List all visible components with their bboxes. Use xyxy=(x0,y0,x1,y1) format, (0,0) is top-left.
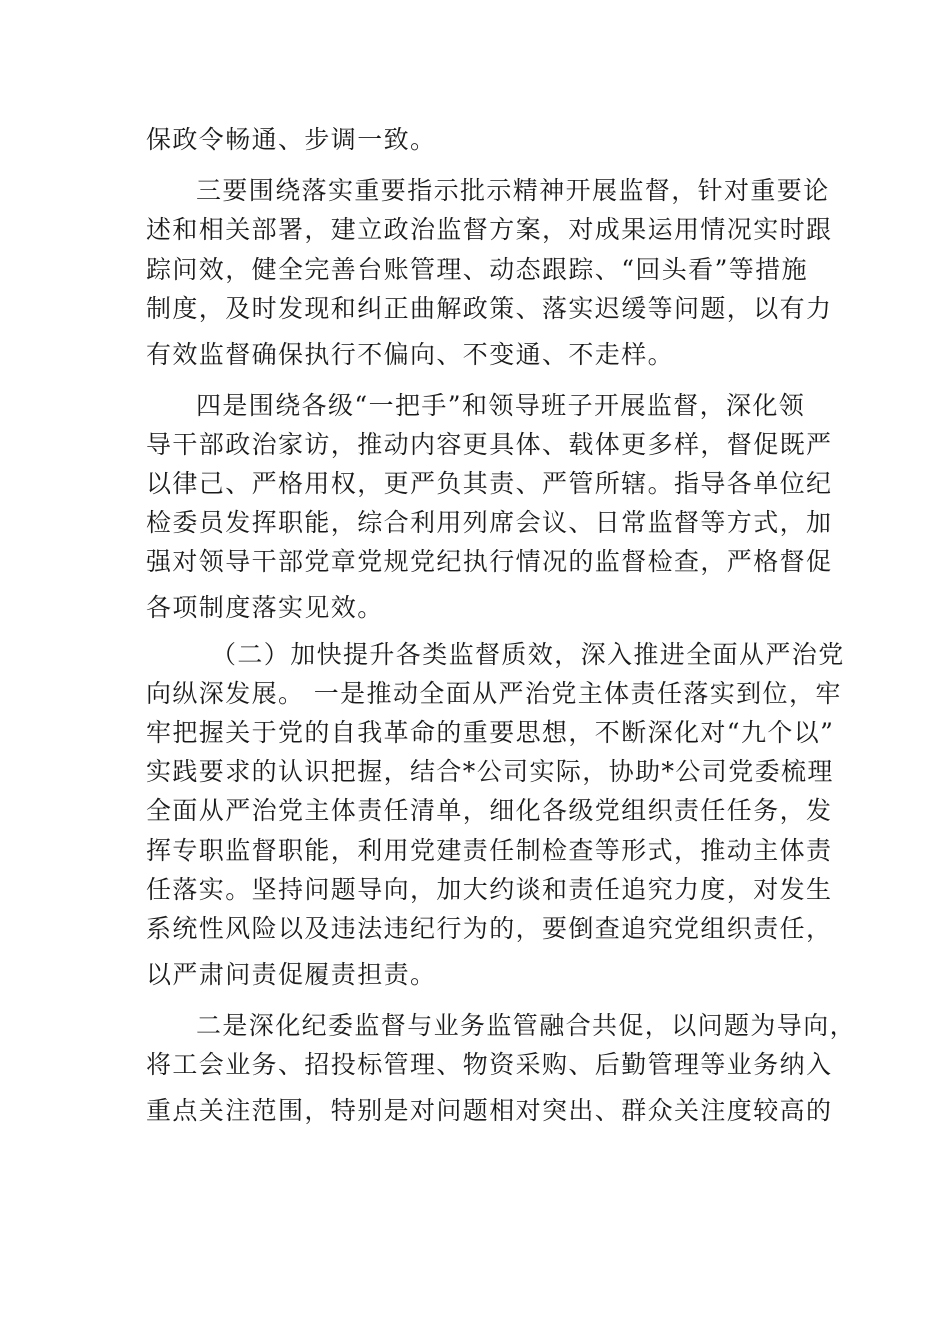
text-line: 向纵深发展。 一是推动全面从严治党主体责任落实到位，牢 xyxy=(146,679,842,708)
text-line: 检委员发挥职能，综合利用列席会议、日常监督等方式，加 xyxy=(146,508,833,537)
text-line: 二是深化纪委监督与业务监管融合共促，以问题为导向， xyxy=(196,1011,857,1040)
text-line: 以律己、严格用权，更严负其责、严管所辖。指导各单位纪 xyxy=(146,469,833,498)
text-line: 踪问效，健全完善台账管理、动态跟踪、“回头看”等措施 xyxy=(146,255,808,284)
text-line: 将工会业务、招投标管理、物资采购、后勤管理等业务纳入 xyxy=(146,1050,833,1079)
text-line: 牢把握关于党的自我革命的重要思想，不断深化对“九个以” xyxy=(146,718,835,747)
text-line: 四是围绕各级“一把手”和领导班子开展监督，深化领 xyxy=(196,391,806,420)
text-line: 重点关注范围，特别是对问题相对突出、群众关注度较高的 xyxy=(146,1096,833,1125)
text-line: 述和相关部署，建立政治监督方案，对成果运用情况实时跟 xyxy=(146,215,833,244)
text-line: 全面从严治党主体责任清单，细化各级党组织责任任务，发 xyxy=(146,796,833,825)
text-line: 有效监督确保执行不偏向、不变通、不走样。 xyxy=(146,340,675,369)
text-line: 挥专职监督职能，利用党建责任制检查等形式，推动主体责 xyxy=(146,836,833,865)
text-line: 保政令畅通、步调一致。 xyxy=(146,125,437,154)
text-line: 任落实。坚持问题导向，加大约谈和责任追究力度，对发生 xyxy=(146,875,833,904)
text-line: 制度，及时发现和纠正曲解政策、落实迟缓等问题，以有力 xyxy=(146,294,833,323)
text-line: 系统性风险以及违法违纪行为的，要倒查追究党组织责任， xyxy=(146,914,833,943)
text-line: 各项制度落实见效。 xyxy=(146,593,384,622)
text-line: 实践要求的认识把握，结合*公司实际，协助*公司党委梳理 xyxy=(146,757,834,786)
section-heading: （二）加快提升各类监督质效，深入推进全面从严治党 xyxy=(211,640,845,669)
text-line: 导干部政治家访，推动内容更具体、载体更多样，督促既严 xyxy=(146,430,833,459)
text-line: 强对领导干部党章党规党纪执行情况的监督检查，严格督促 xyxy=(146,547,833,576)
text-line: 以严肃问责促履责担责。 xyxy=(146,960,437,989)
text-line: 三要围绕落实重要指示批示精神开展监督，针对重要论 xyxy=(196,176,830,205)
